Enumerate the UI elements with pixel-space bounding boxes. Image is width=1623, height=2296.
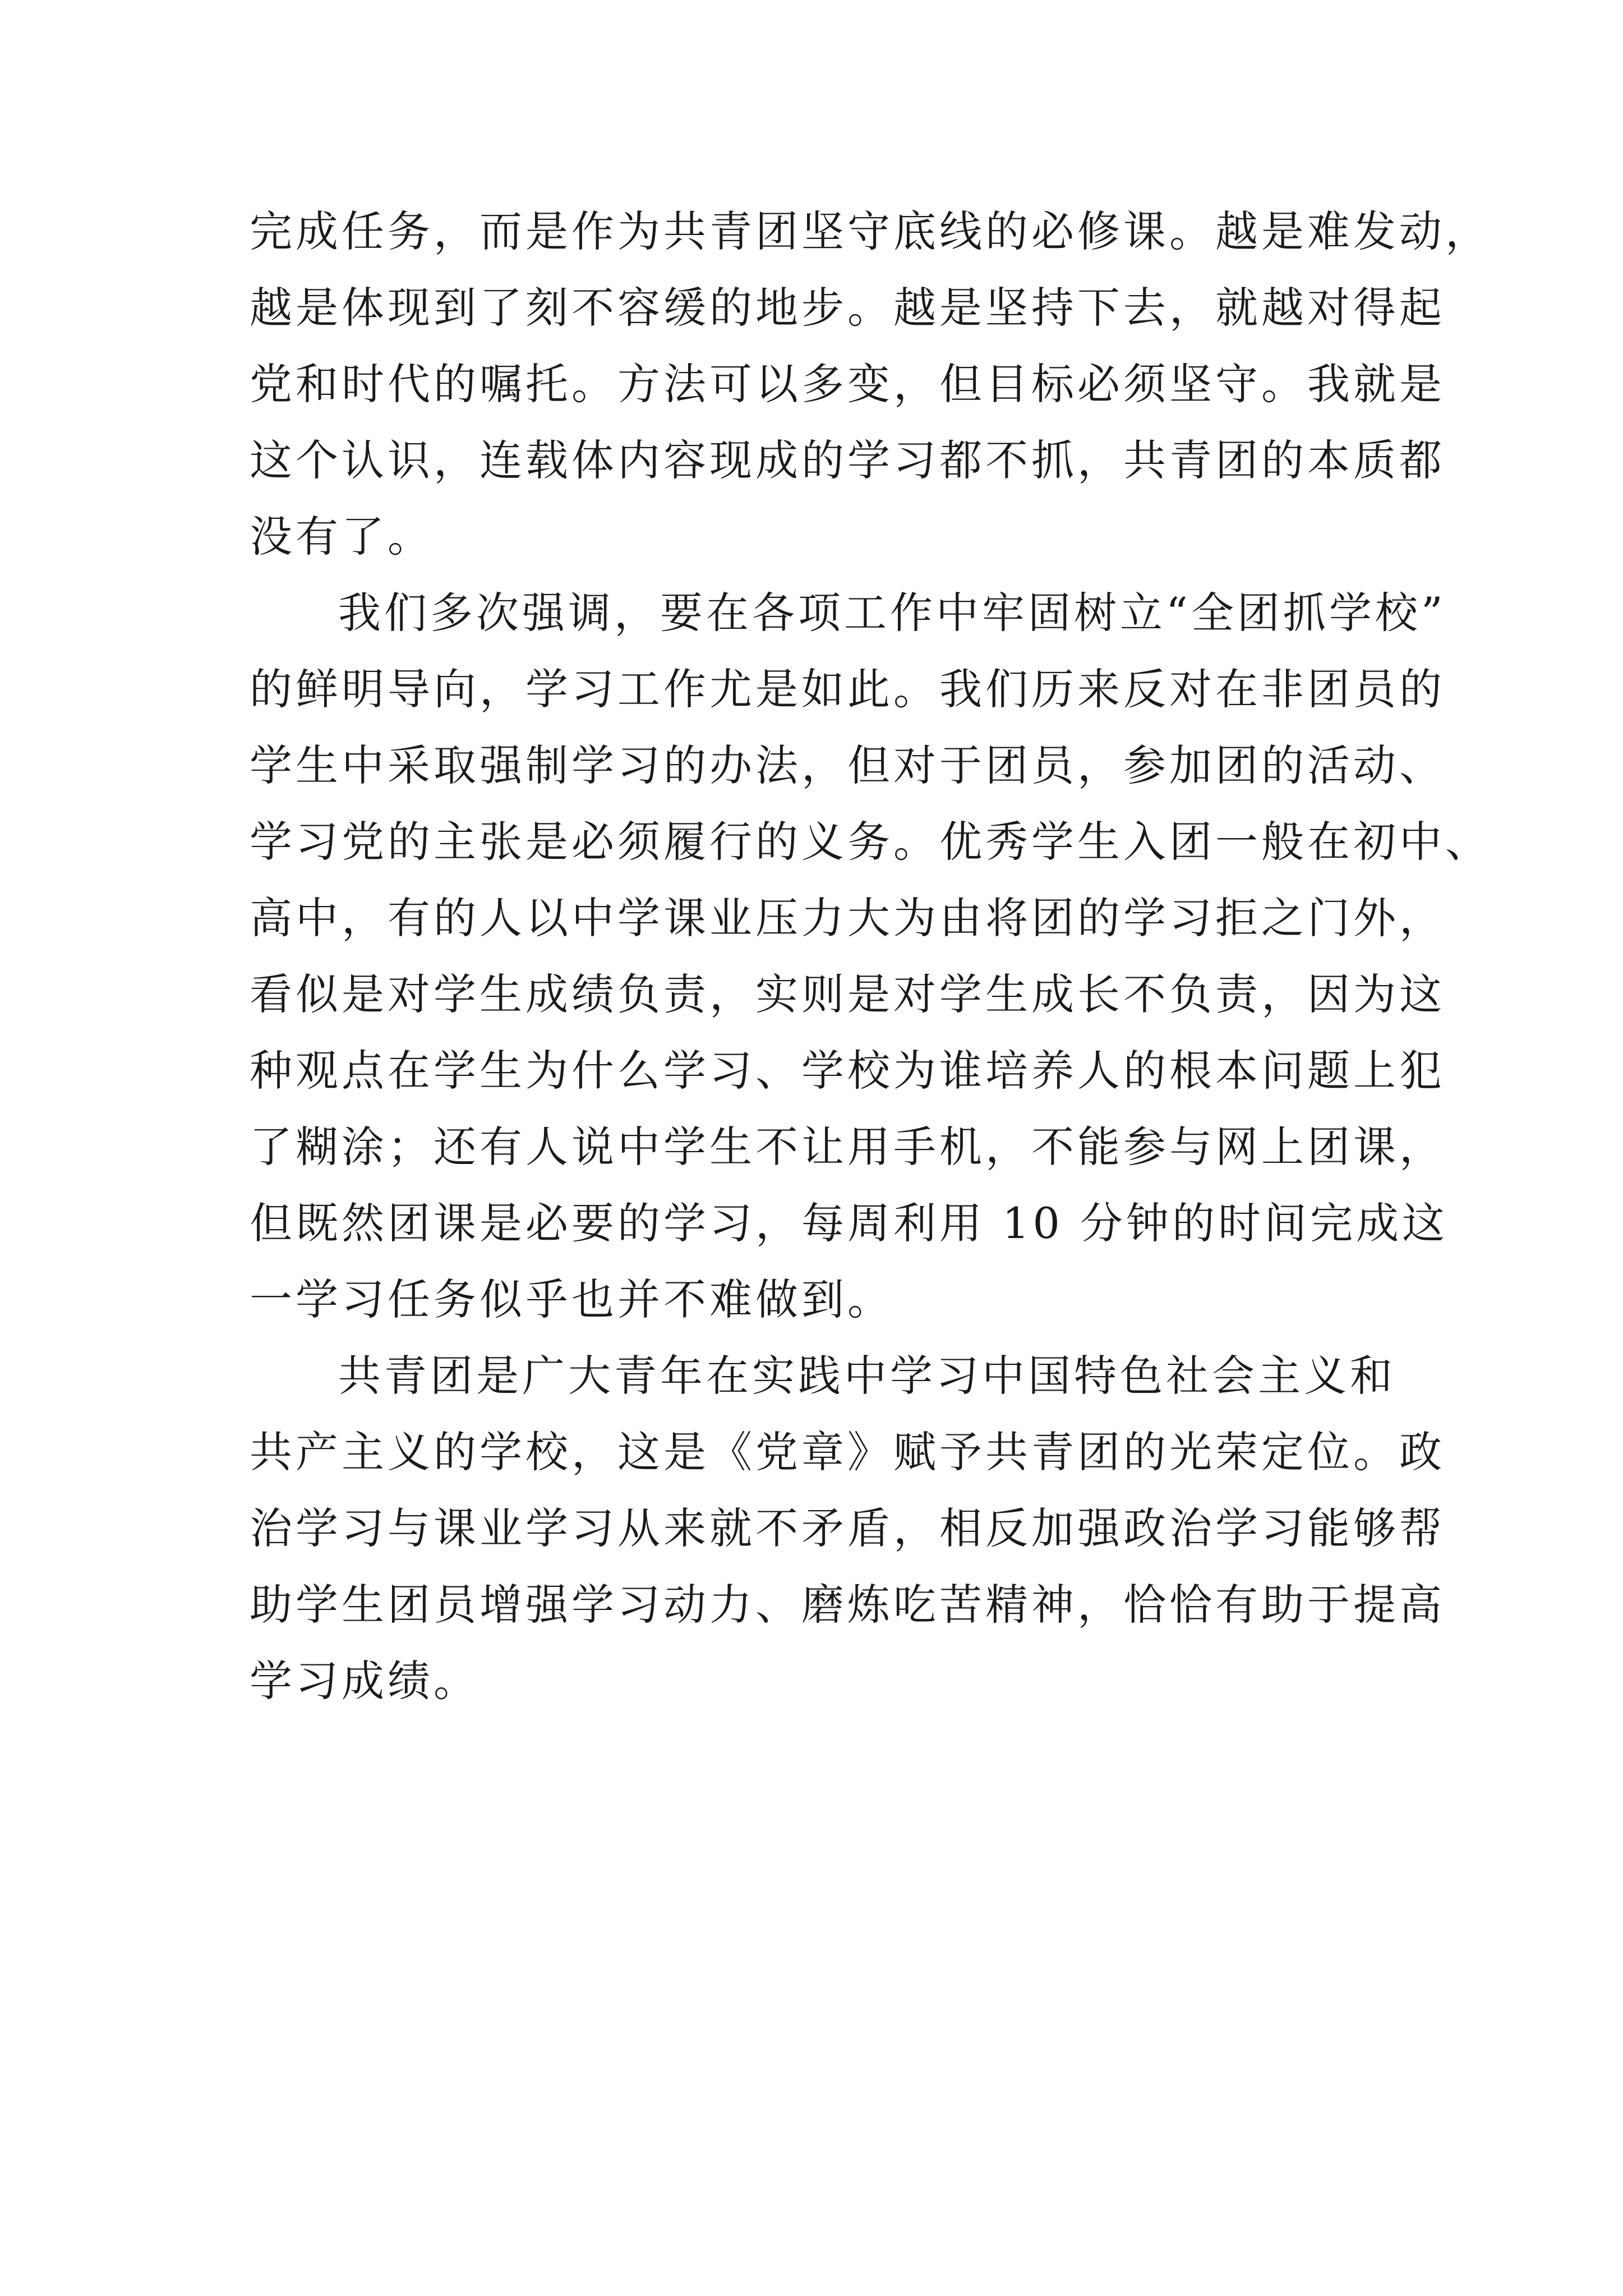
text-line: 助学生团员增强学习动力、磨炼吃苦精神，恰恰有助于提高 (250, 1580, 1445, 1630)
text-line: 越是体现到了刻不容缓的地步。越是坚持下去，就越对得起 (250, 283, 1445, 333)
text-line: 但既然团课是必要的学习，每周利用 10 分钟的时间完成这 (250, 1198, 1449, 1248)
text-line: 了糊涂；还有人说中学生不让用手机，不能参与网上团课， (250, 1122, 1445, 1172)
text-line: 学生中采取强制学习的办法，但对于团员，参加团的活动、 (250, 740, 1445, 790)
text-line: 完成任务，而是作为共青团坚守底线的必修课。越是难发动， (250, 206, 1491, 256)
text-line: 的鲜明导向，学习工作尤是如此。我们历来反对在非团员的 (250, 664, 1445, 714)
text-line: 看似是对学生成绩负责，实则是对学生成长不负责，因为这 (250, 969, 1445, 1019)
document-body (250, 194, 1491, 1719)
text-line: 党和时代的嘱托。方法可以多变，但目标必须坚守。我就是 (250, 359, 1445, 409)
paragraph-2 (250, 575, 1491, 1338)
text-line: 高中，有的人以中学课业压力大为由将团的学习拒之门外， (250, 893, 1445, 943)
text-line: 我们多次强调，要在各项工作中牢固树立“全团抓学校” (338, 588, 1446, 638)
text-line: 一学习任务似乎也并不难做到。 (250, 1274, 893, 1324)
text-line: 治学习与课业学习从来就不矛盾，相反加强政治学习能够帮 (250, 1503, 1445, 1553)
paragraph-3 (250, 1338, 1445, 1719)
text-line: 这个认识，连载体内容现成的学习都不抓，共青团的本质都 (250, 435, 1445, 485)
text-line: 学习党的主张是必须履行的义务。优秀学生入团一般在初中、 (250, 817, 1491, 867)
text-line: 共产主义的学校，这是《党章》赋予共青团的光荣定位。政 (250, 1427, 1445, 1477)
text-line: 没有了。 (250, 512, 434, 562)
paragraph-1 (250, 194, 1491, 575)
text-line: 共青团是广大青年在实践中学习中国特色社会主义和 (338, 1351, 1396, 1401)
text-line: 学习成绩。 (250, 1656, 479, 1706)
text-line: 种观点在学生为什么学习、学校为谁培养人的根本问题上犯 (250, 1046, 1445, 1096)
